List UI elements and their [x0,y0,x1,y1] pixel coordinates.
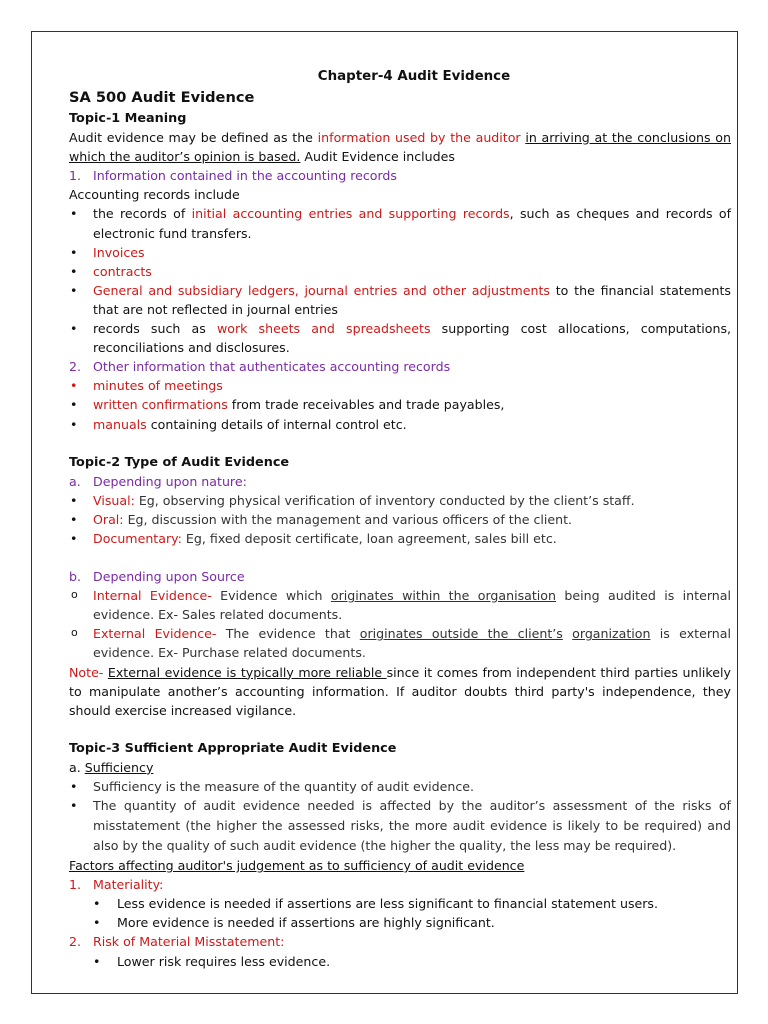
topic2-note: Note- External evidence is typically more reliable since it comes from independent third parties unlikely to manipulate another’s accounting information. If auditor doubts third party's independence, they should exercise increased vigilance. [69,664,731,718]
topic1-heading: Topic-1 Meaning [69,111,187,126]
records-list [69,204,731,357]
list-item: • Visual: Eg, observing physical verification of inventory conducted by the client’s staff. [69,491,731,510]
list-item: • The quantity of audit evidence needed is affected by the auditor’s assessment of the risks of misstatement (the higher the assessed risks, the more audit evidence is likely to be required) and also by the quality of such audit evidence (the higher the quality, the less may be required). [69,796,731,856]
topic2-heading: Topic-2 Type of Audit Evidence [69,454,290,470]
list-item: • More evidence is needed if assertions are highly significant. [69,913,731,932]
list-item: • minutes of meetings [69,376,731,395]
sufficiency-list [69,777,731,856]
list-item: • manuals containing details of internal control etc. [69,415,731,434]
nature-list [69,491,731,548]
factor-materiality: 1. Materiality: [69,877,164,893]
list-item: • Documentary: Eg, fixed deposit certificate, loan agreement, sales bill etc. [69,529,731,548]
topic3-heading: Topic-3 Sufficient Appropriate Audit Evidence [69,740,397,756]
sufficiency-label: a. Sufficiency [69,759,154,775]
source-list [69,586,731,662]
document-page [31,31,738,994]
topic1-item2: 2. Other information that authenticates accounting records [69,359,451,375]
list-item: • Invoices [69,243,731,262]
list-item: • the records of initial accounting entries and supporting records, such as cheques and records of electronic fund transfers. [69,204,731,242]
factor-risk: 2. Risk of Material Misstatement: [69,934,285,950]
list-item: • Lower risk requires less evidence. [69,952,731,971]
list-item: • Sufficiency is the measure of the quantity of audit evidence. [69,777,731,796]
document-content [69,66,731,971]
list-item: o External Evidence- The evidence that originates outside the client’s organization is external evidence. Ex- Purchase related documents. [69,624,731,662]
materiality-list [69,894,731,932]
list-item: • General and subsidiary ledgers, journal entries and other adjustments to the financial statements that are not reflected in journal entries [69,281,731,319]
section-heading: SA 500 Audit Evidence [69,89,255,106]
chapter-title: Chapter-4 Audit Evidence [317,69,511,84]
authenticate-list [69,376,731,433]
records-intro: Accounting records include [69,187,240,203]
topic1-item1: 1. Information contained in the accounting records [69,168,397,184]
list-item: • records such as work sheets and spreadsheets supporting cost allocations, computations, reconciliations and disclosures. [69,319,731,357]
topic2-a: a. Depending upon nature: [69,473,247,489]
list-item: • Oral: Eg, discussion with the management and various officers of the client. [69,510,731,529]
factors-heading: Factors affecting auditor's judgement as to sufficiency of audit evidence [69,858,525,874]
list-item: o Internal Evidence- Evidence which originates within the organisation being audited is internal evidence. Ex- Sales related documents. [69,586,731,624]
topic2-b: b. Depending upon Source [69,569,245,585]
list-item: • Less evidence is needed if assertions are less significant to financial statement users. [69,894,731,913]
risk-list [69,952,731,971]
list-item: • contracts [69,262,731,281]
list-item: • written confirmations from trade receivables and trade payables, [69,395,731,414]
topic1-intro: Audit evidence may be defined as the information used by the auditor in arriving at the conclusions on which the auditor’s opinion is based. Audit Evidence includes [69,130,731,165]
